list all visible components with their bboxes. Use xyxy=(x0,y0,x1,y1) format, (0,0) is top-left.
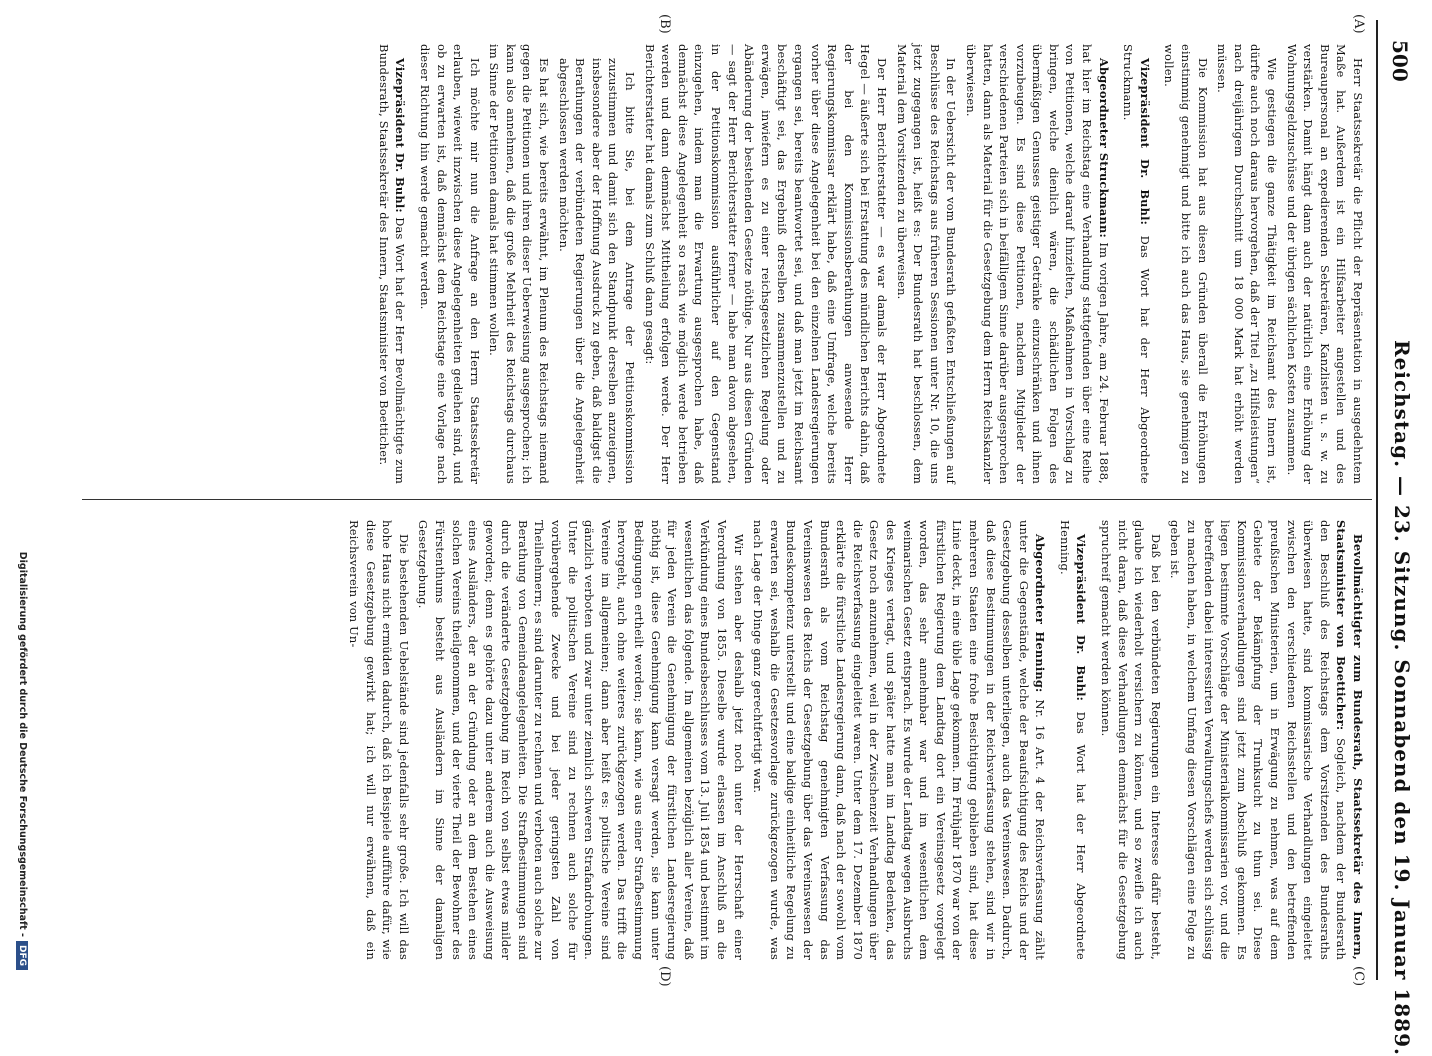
header-rule xyxy=(1376,20,1378,980)
speaker-name: Vizepräsident Dr. Buhl: xyxy=(1074,534,1089,702)
paragraph: Wie gestiegen die ganze Thätigkeit im Reichsamt des Innern ist, dürfte auch noch daraus hervorgehen, daß der Titel „zu Hilfsleistungen“ nach dreijährigem Durchschnitt um 18 000 Mark hat erhöht werden müssen. xyxy=(1215,44,1280,484)
speaker-paragraph xyxy=(1056,520,1089,960)
dfg-logo: DFG xyxy=(16,941,28,970)
speech-text: Nr. 16 Art. 4 der Reichsverfassung zählt unter die Gegenstände, welche der Beaufsichtigung des Reichs und der Gesetzgebung desselben unterliegen, auch das Vereinswesen. Dadurch, daß diese Bestimmungen in der Reichsverfassung stehen, sind wir in mehreren Staaten eine frohe Besichtigung geblieben sind, hat diese Linie deckt, in eine üble Lage gekommen. Im Frühjahr 1870 war von der fürstlichen Regierung dem Landtag dort ein Vereinsgesetz vorgelegt worden, das sehr annehmbar war und im wesentlichen dem weimarischen Gesetz entsprach. Es wurde der Landtag wegen Ausbruchs des Krieges vertagt, und später hatte man im Landtag Bedenken, das Gesetz noch anzunehmen, weil in der Zwischenzeit Verhandlungen über die Reichsverfassung eingeleitet waren. Unter dem 17. Dezember 1870 erklärte die fürstliche Landesregierung dann, daß nach der sowohl vom Bundesrath als vom Reichstag genehmigten Verfassung das Vereinswesen des Reichs der Gesetzgebung über das Vereinswesen der Bundeskompetenz unterstellt und eine baldige einheitliche Regelung zu erwarten sei, weshalb die Gesetzesvorlage zurückgezogen wurde, was nach Lage der Dinge ganz gerechtfertigt war. xyxy=(751,520,1048,960)
speaker-paragraph xyxy=(1167,520,1366,960)
column-divider xyxy=(82,499,1372,500)
speaker-name: Vizepräsident Dr. Buhl: xyxy=(1137,58,1152,226)
speaker-name: Bevollmächtigter zum Bundesrath, Staatssekretär des Innern, Staatsminister von Boetticher: xyxy=(1334,520,1365,960)
section-marker-d: (D) xyxy=(657,966,672,987)
left-column xyxy=(372,44,1366,484)
paragraph: In der Uebersicht der vom Bundesrath gefaßten Entschließungen auf Beschlüsse des Reichstags aus früheren Sessionen unter Nr. 10, die uns jetzt zugegangen ist, heißt es: Der Bundesrath hat beschlossen, dem Material dem Vorsitzenden zu überweisen. xyxy=(894,44,959,484)
digitization-credit xyxy=(6,30,28,970)
speaker-paragraph xyxy=(375,44,408,484)
paragraph: Ich möchte mir nun die Anfrage an den Herrn Staatssekretär erlauben, wieweit inzwischen diese Angelegenheiten gediehen sind, und ob zu erwarten ist, daß demnächst dem Reichstage eine Vorlage nach dieser Richtung hin werde gemacht werden. xyxy=(417,44,482,484)
speaker-paragraph xyxy=(962,44,1111,484)
right-column xyxy=(342,520,1366,960)
paragraph: Die Kommission hat aus diesen Gründen überall die Erhöhungen einstimmig genehmigt und bitte ich auch das Haus, sie genehmigen zu wollen. xyxy=(1162,44,1210,484)
speaker-paragraph xyxy=(1120,44,1153,484)
quotation: Ich bitte Sie, bei dem Antrage der Petitionskommission zuzustimmen und damit sich den Standpunkt derselben anzueignen, insbesondere aber der Hoffnung Ausdruck zu geben, daß baldigst die Berathungen der verbündeten Regierungen über die Angelegenheit abgeschlossen werden möchten. xyxy=(556,58,638,484)
section-marker-b: (B) xyxy=(657,14,672,34)
section-marker-a: (A) xyxy=(1351,14,1366,34)
paragraph: Die bestehenden Uebelstände sind jedenfalls sehr große. Ich will das hohe Haus nicht ermüden dadurch, daß ich Beispiele aufführe dafür, wie diese Gesetzgebung gewirkt hat; ich will nur erwähnen, daß ein Reichsverein von Un- xyxy=(346,520,411,960)
paragraph: Herr Staatssekretär die Pflicht der Repräsentation in ausgedehntem Maße hat. Außerdem ist ein Hilfsarbeiter angestellen und des Bureaupersonal an expedierenden Sekretären, Kanzlisten u. s. w. zu verstärken. Damit hängt dann auch der natürlich eine Erhöhung der Wohnungsgeldzuschüsse und der übrigen sächlichen Kosten zusammen. xyxy=(1284,44,1365,484)
speaker-paragraph xyxy=(750,520,1049,960)
speaker-name: Vizepräsident Dr. Buhl: xyxy=(393,58,408,213)
speaker-name: Abgeordneter Struckmann: xyxy=(1096,58,1111,238)
speech-text: Das Wort hat der Herr Bevollmächtigte zum Bundesrath, Staatssekretär des Innern, Staatsminister von Boetticher. xyxy=(376,44,408,484)
page-number: 500 xyxy=(1388,40,1412,82)
page-title: Reichstag. — 23. Sitzung. Sonnabend den 19. Januar 1889. xyxy=(1390,340,1414,1056)
speech-text: Das Wort hat der Herr Abgeordnete Struckmann. xyxy=(1121,44,1152,484)
paragraph: Es hat sich, wie bereits erwähnt, im Plenum des Reichstags niemand gegen die Petitionen und ihren dieser Ueberweisung ausgesprochen; ich kann also annehmen, daß die große Mehrheit des Reichstags durchaus im Sinne der Petitionen damals hat stimmen wollen. xyxy=(487,44,552,484)
page-header xyxy=(1376,0,1432,1056)
credit-text: Digitalisierung gefördert durch die Deutsche Forschungsgemeinschaft - xyxy=(17,551,28,937)
paragraph: Der Herr Berichterstatter — es war damals der Herr Abgeordnete Hegel — äußerte sich bei Erstattung des mündlichen Berichts dahin, daß der bei den Kommissionsberathungen anwesende Herr Regierungskommissar erklärt habe, daß eine Umfrage, welche bereits vorher über diese Angelegenheit bei den einzelnen Landesregierungen ergangen sei, bereits beantwortet sei, und daß man jetzt im Reichsamt beschäftigt sei, das Ergebniß derselben zusammenzustellen und zu erwägen, inwiefern es zu einer reichsgesetzlichen Regelung oder Abänderung der bestehenden Gesetze nöthige. Nur aus diesen Gründen — sagt der Herr Berichterstatter ferner — habe man davon abgesehen, in der Petitionskommission ausführlicher auf den Gegenstand einzugehen, indem man die Erwartung ausgesprochen habe, daß demnächst diese Angelegenheit so rasch wie möglich werde betrieben werden und dann demnächst Mittheilung erfolgen werde. Der Herr Berichterstatter hat damals zum Schluß dann gesagt: xyxy=(642,44,889,484)
speech-text: Sogleich, nachdem der Bundesrath den Beschluß des Reichstags dem Vorsitzenden des Bundesraths überwiesen hatte, sind kommissarische Verhandlungen eingeleitet zwischen den verschiedenen Reichsstellen und den betreffenden preußischen Ministerien, um in Erwägung zu nehmen, was auf dem Gebiete der Bekämpfung der Trunksucht zu thun sei. Diese Kommissionsverhandlungen sind jetzt zum Abschluß gekommen. Es liegen bestimmte Vorschläge der Ministerialkommissarien vor, und die betreffenden dabei interessirten Verwaltungschefs werden sich schlüssig zu machen haben, in welchem Umfang diesen Vorschlägen eine Folge zu geben ist. xyxy=(1168,520,1349,960)
speech-text: Das Wort hat der Herr Abgeordnete Henning. xyxy=(1057,520,1089,960)
paragraph: Daß bei den verbündeten Regierungen ein Interesse dafür besteht, glaube ich wiederholt versichern zu können, und so zweifle ich auch nicht daran, daß diese Verhandlungen demnächst für die Gesetzgebung spruchreif gemacht werden können. xyxy=(1099,520,1163,960)
speaker-name: Abgeordneter Henning: xyxy=(1033,534,1048,693)
section-marker-c: (C) xyxy=(1351,966,1366,987)
paragraph: Wir stehen aber deshalb jetzt noch unter der Herrschaft einer Verordnung von 1855. Dieselbe wurde erlassen im Anschluß an die Verkündung eines Bundesbeschlusses vom 13. Juli 1854 und bestimmt im wesentlichen das folgende. Im allgemeinen bezüglich aller Vereine, daß für jeden Verein die Genehmigung der fürstlichen Landesregierung nöthig ist, diese Genehmigung kann versagt werden, sie kann unter Bedingungen ertheilt werden; sie kann, wie aus einer Strafbestimmung hervorgeht, auch ohne weiteres zurückgezogen werden. Das trifft die Vereine im allgemeinen; dann aber heißt es: politische Vereine sind gänzlich verboten und zwar unter ziemlich schweren Strafandrohungen. Unter die politischen Vereine sind zu rechnen auch solche für vorübergehende Zwecke und bei jeder geringsten Zahl von Theilnehmern; es sind darunter zu rechnen und verboten auch solche zur Berathung von Gemeindeangelegenheiten. Die Strafbestimmungen sind durch die veränderte Gesetzgebung im Reich von selbst etwas milder geworden; denn es gehörte dazu unter anderem auch die Ausweisung eines Ausländers, der an der Gründung oder an dem Bestehen eines solchen Vereins theilgenommen, und der vierte Theil der Bewohner des Fürstenthums besteht aus Ausländern im Sinne der damaligen Gesetzgebung. xyxy=(416,520,746,960)
speech-text: Im vorigen Jahre, am 24. Februar 1888, hat hier im Reichstag eine Verhandlung stattgefunden über eine Reihe von Petitionen, welche darauf hinzielten, Maßnahmen in Vorschlag zu bringen, welche dienlich wären, die schädlichen Folgen des übermäßigen Genusses geistiger Getränke einzuschränken und ihnen vorzubeugen. Es sind diese Petitionen, nachdem Mitglieder der verschiedenen Parteien sich in beifälligem Sinne darüber ausgesprochen hatten, dann als Material für die Gesetzgebung dem Herrn Reichskanzler überwiesen. xyxy=(963,44,1111,485)
